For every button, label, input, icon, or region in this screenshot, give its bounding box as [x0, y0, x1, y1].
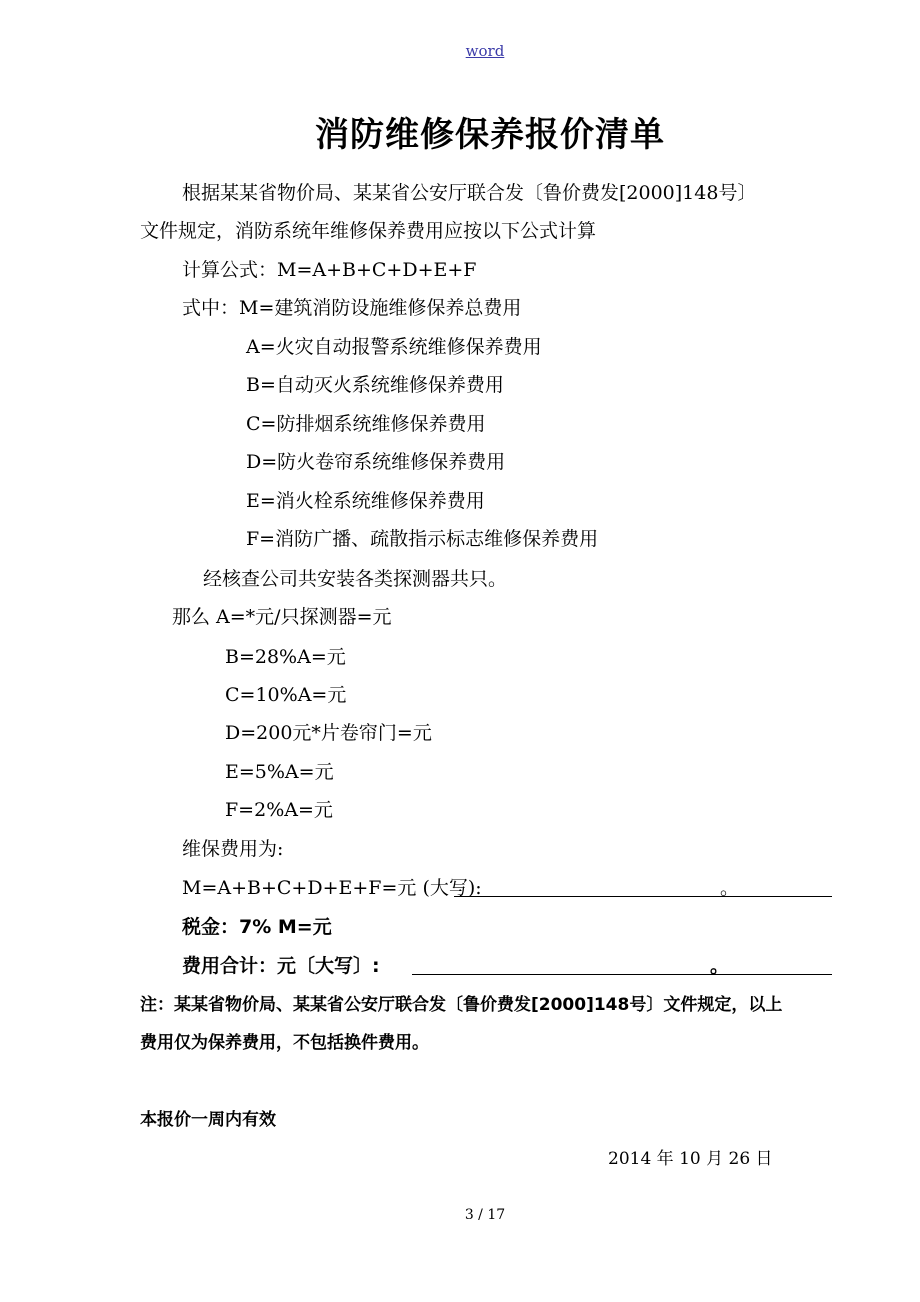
cost-total-prefix: M=A+B+C+D+E+F=元 (大写):: [182, 877, 482, 899]
formula-item-a: A=火灾自动报警系统维修保养费用: [246, 336, 542, 358]
cost-total-period: 。: [720, 877, 740, 899]
validity-note: 本报价一周内有效: [140, 1110, 276, 1130]
formula-item-d: D=防火卷帘系统维修保养费用: [246, 451, 506, 473]
cost-sum-period: 。: [710, 955, 730, 977]
calc-c: C=10%A=元: [225, 684, 347, 706]
cost-total-line: [182, 879, 482, 898]
calc-a: 那么 A=*元/只探测器=元: [172, 606, 392, 628]
cost-label: 维保费用为:: [182, 838, 284, 860]
document-title: 消防维修保养报价清单: [315, 115, 665, 155]
document-date: 2014 年 10 月 26 日: [608, 1149, 773, 1169]
header-word-link[interactable]: word: [465, 42, 505, 60]
page-number: 3 / 17: [464, 1207, 506, 1223]
calc-e: E=5%A=元: [225, 761, 334, 783]
calc-b: B=28%A=元: [225, 646, 346, 668]
formula-item-e: E=消火栓系统维修保养费用: [246, 490, 485, 512]
formula-item-c: C=防排烟系统维修保养费用: [246, 413, 486, 435]
cost-sum-underline: [412, 974, 832, 975]
formula-item-b: B=自动灭火系统维修保养费用: [246, 374, 504, 396]
note-line-1: 注：某某省物价局、某某省公安厅联合发〔鲁价费发[2000]148号〕文件规定，以上: [140, 995, 783, 1015]
cost-total-underline: [454, 896, 832, 897]
check-statement: 经核查公司共安装各类探测器共只。: [203, 568, 508, 590]
intro-line-2: 文件规定，消防系统年维修保养费用应按以下公式计算: [140, 220, 597, 242]
formula-where: 式中：M=建筑消防设施维修保养总费用: [182, 297, 522, 319]
calc-f: F=2%A=元: [225, 799, 333, 821]
cost-tax: 税金：7% M=元: [182, 916, 332, 938]
intro-line-1: 根据某某省物价局、某某省公安厅联合发〔鲁价费发[2000]148号〕: [182, 182, 757, 204]
cost-sum-prefix: 费用合计：元〔大写〕:: [182, 955, 380, 977]
calc-d: D=200元*片卷帘门=元: [225, 722, 432, 744]
formula-calc: 计算公式：M=A+B+C+D+E+F: [182, 259, 477, 281]
note-line-2: 费用仅为保养费用，不包括换件费用。: [140, 1033, 429, 1053]
formula-item-f: F=消防广播、疏散指示标志维修保养费用: [246, 528, 599, 550]
